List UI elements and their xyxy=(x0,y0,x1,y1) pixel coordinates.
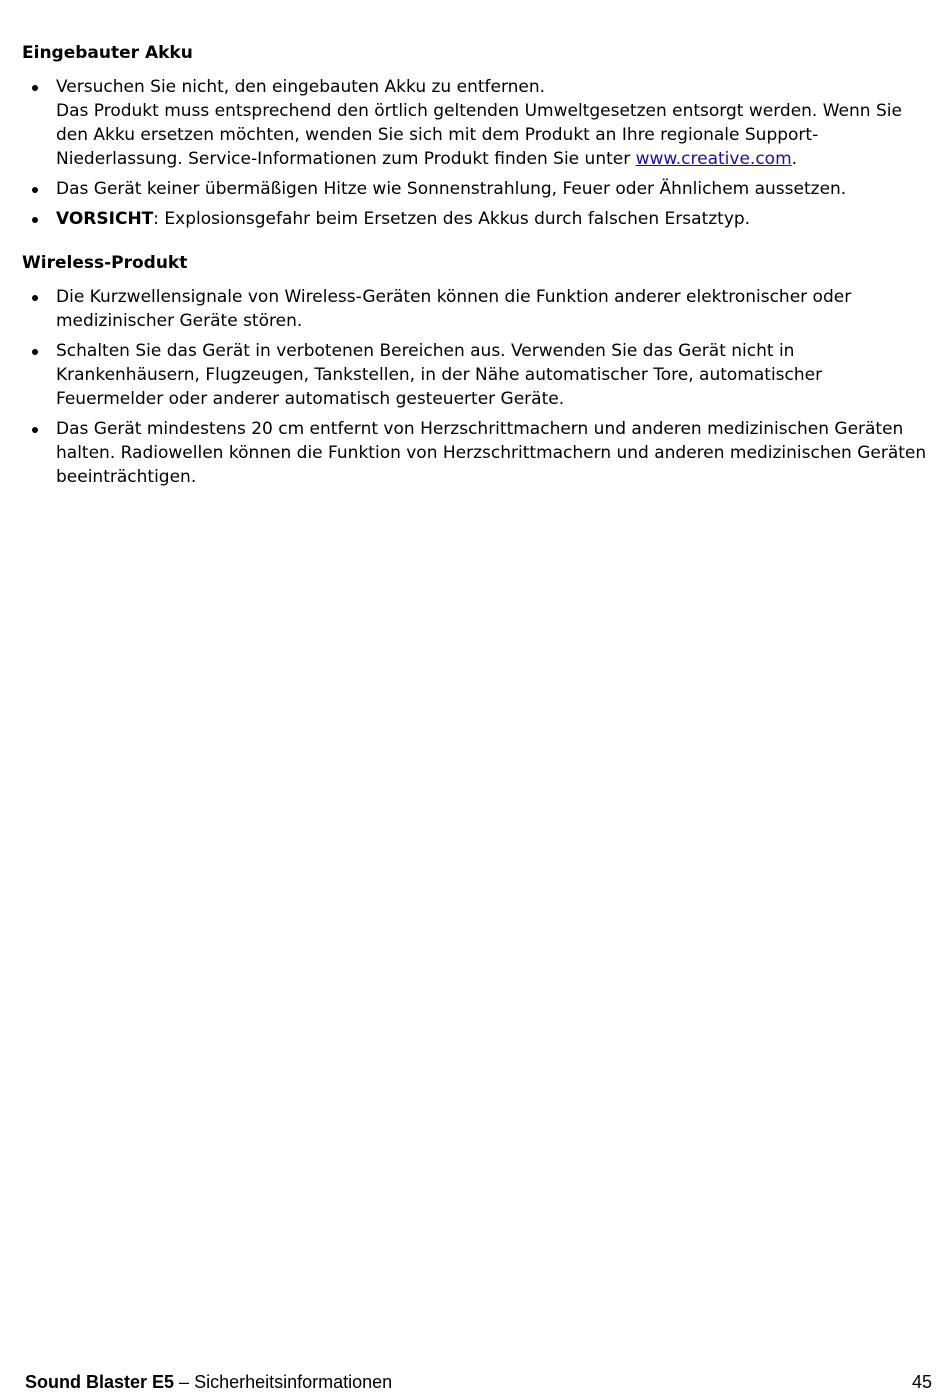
bullet-text: : Explosionsgefahr beim Ersetzen des Akkus durch falschen Ersatztyp. xyxy=(153,209,751,229)
wireless-bullet-list xyxy=(22,285,928,489)
bullet-text-line2: Das Produkt muss entsprechend den örtlich geltenden Umweltgesetzen entsorgt werden. Wenn Sie den Akku ersetzen möchten, wenden Sie sich mit dem Produkt an Ihre regionale Support-Niederlassung. Service-Informationen zum Produkt finden Sie unter xyxy=(56,101,902,169)
footer-separator: – xyxy=(174,1372,195,1392)
bullet-text: Die Kurzwellensignale von Wireless-Geräten können die Funktion anderer elektronischer oder medizinischer Geräte stören. xyxy=(56,287,852,331)
bullet-text: Das Gerät keiner übermäßigen Hitze wie Sonnenstrahlung, Feuer oder Ähnlichem aussetzen. xyxy=(56,179,847,199)
bullet-icon xyxy=(32,349,38,355)
caution-label: VORSICHT xyxy=(56,209,154,229)
bullet-text-line1: Versuchen Sie nicht, den eingebauten Akku zu entfernen. xyxy=(56,77,546,97)
list-item xyxy=(22,207,928,231)
section-heading-battery: Eingebauter Akku xyxy=(22,43,193,63)
page-footer xyxy=(25,1371,932,1393)
section-heading-wireless: Wireless-Produkt xyxy=(22,253,188,273)
page-number: 45 xyxy=(911,1372,932,1392)
bullet-icon xyxy=(32,427,38,433)
bullet-text-period: . xyxy=(791,149,798,169)
footer-product-name: Sound Blaster E5 xyxy=(25,1372,175,1392)
bullet-icon xyxy=(32,295,38,301)
list-item xyxy=(22,177,928,201)
bullet-icon xyxy=(32,85,38,91)
creative-website-link[interactable]: www.creative.com xyxy=(635,149,792,169)
list-item xyxy=(22,339,928,411)
page-content xyxy=(22,41,928,495)
battery-bullet-list xyxy=(22,75,928,231)
bullet-icon xyxy=(32,187,38,193)
list-item xyxy=(22,285,928,333)
bullet-icon xyxy=(32,217,38,223)
list-item xyxy=(22,417,928,489)
bullet-text: Das Gerät mindestens 20 cm entfernt von Herzschrittmachern und anderen medizinischen Geräten halten. Radiowellen können die Funktion von Herzschrittmachern und anderen medizinischen Geräten beeinträchtigen. xyxy=(56,419,927,487)
list-item xyxy=(22,75,928,171)
bullet-text: Schalten Sie das Gerät in verbotenen Bereichen aus. Verwenden Sie das Gerät nicht in Krankenhäusern, Flugzeugen, Tankstellen, in der Nähe automatischer Tore, automatischer Feuermelder oder anderer automatisch gesteuerter Geräte. xyxy=(56,341,823,409)
footer-chapter-title: Sicherheitsinformationen xyxy=(194,1372,393,1392)
